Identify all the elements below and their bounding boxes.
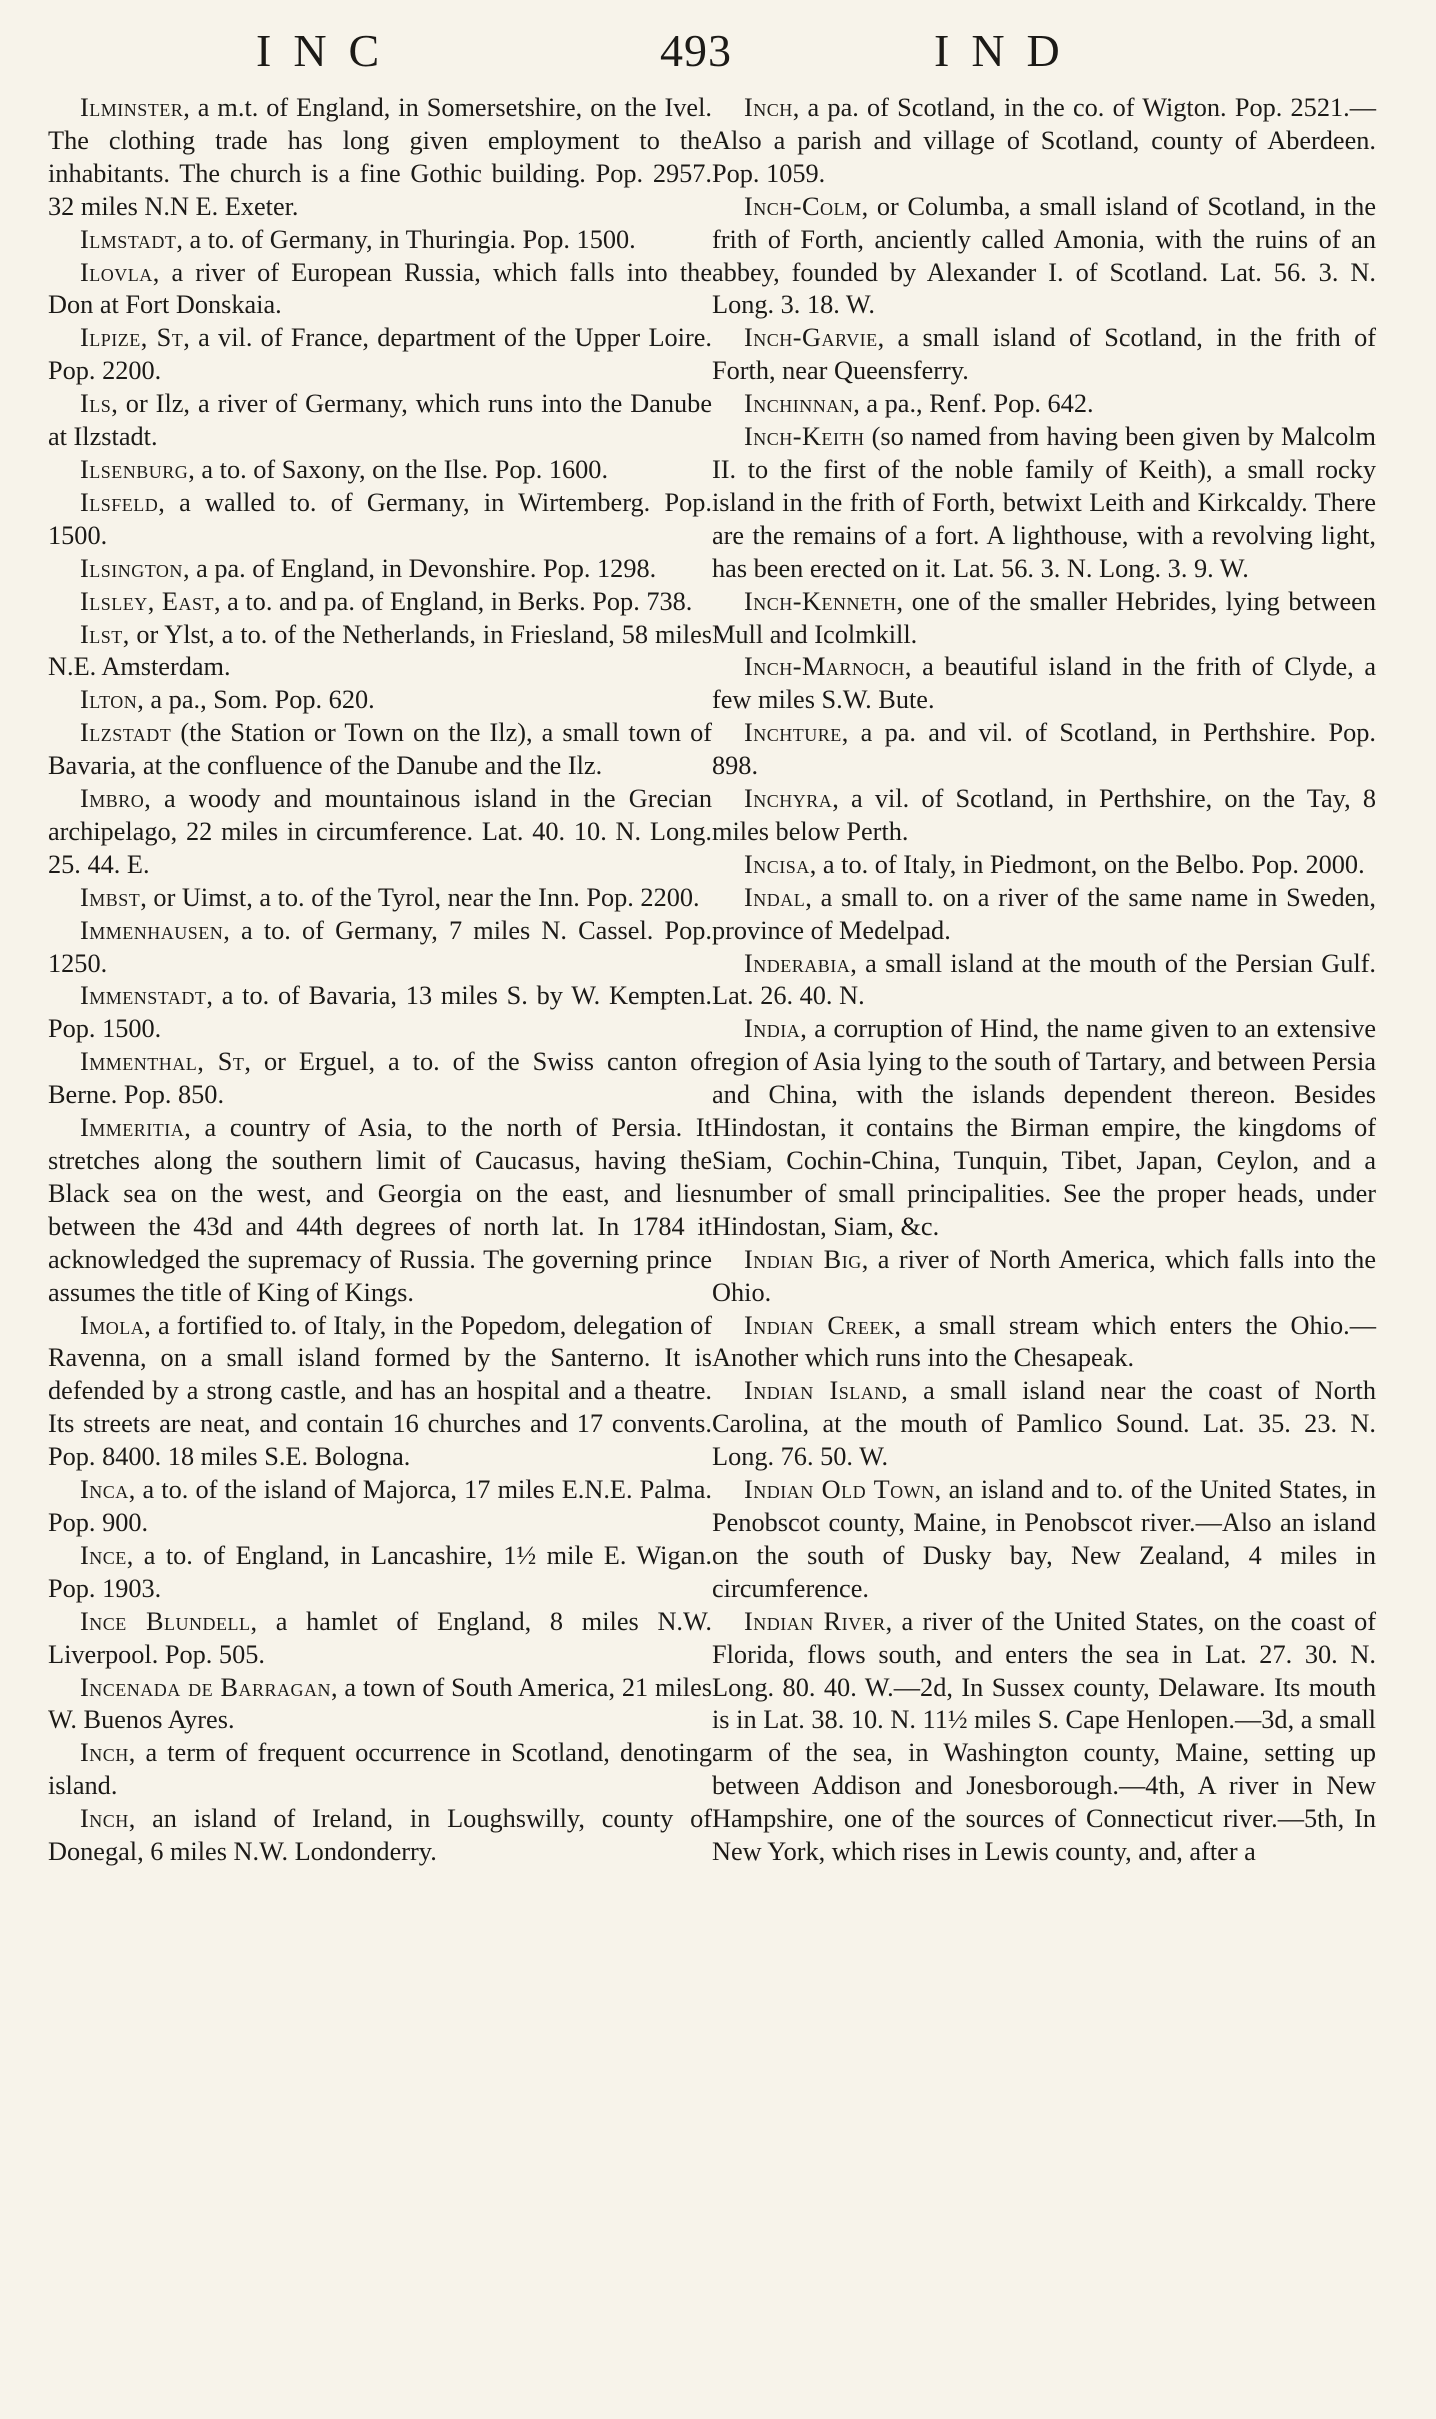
entry-text: , a pa. of Scotland, in the co. of Wigton. Pop. 2521.—Also a parish and village of Scotland, county of Aberdeen. Pop. 1059. xyxy=(712,93,1376,188)
gazetteer-entry xyxy=(712,1310,1376,1376)
entry-headword: Imbro xyxy=(80,784,145,814)
entry-text: , a beautiful island in the frith of Clyde, a few miles S.W. Bute. xyxy=(712,652,1376,715)
gazetteer-entry xyxy=(48,882,712,915)
entry-headword: Inch xyxy=(744,93,793,122)
entry-text: , a pa., Som. Pop. 620. xyxy=(137,685,375,715)
gazetteer-entry xyxy=(712,322,1376,388)
gazetteer-entry xyxy=(48,322,712,388)
gazetteer-entry xyxy=(712,1375,1376,1474)
gazetteer-entry xyxy=(48,92,712,224)
entry-headword: Incenada de Barragan xyxy=(80,1672,331,1702)
entry-headword: India xyxy=(744,1014,801,1044)
gazetteer-entry xyxy=(48,717,712,783)
entry-headword: Indal xyxy=(744,882,806,912)
gazetteer-entry xyxy=(712,948,1376,1014)
entry-text: (the Station or Town on the Ilz), a small town of Bavaria, at the confluence of the Danube and the Ilz. xyxy=(48,718,712,781)
entry-text: , a woody and mountainous island in the Grecian archipelago, 22 miles in circumference. Lat. 40. 10. N. Long. 25. 44. E. xyxy=(48,784,712,879)
entry-headword: Inch xyxy=(80,1738,129,1768)
entry-text: , or Uimst, a to. of the Tyrol, near the Inn. Pop. 2200. xyxy=(140,882,700,912)
entry-headword: Inch-Kenneth xyxy=(744,586,897,616)
entry-headword: Inderabia xyxy=(744,948,851,978)
entry-text: , a country of Asia, to the north of Persia. It stretches along the southern limit of Caucasus, having the Black sea on the west, and Georgia on the east, and lies between the 43d and 44th degrees of north lat. In 1784 it acknowledged the supremacy of Russia. The governing prince assumes the title of King of Kings. xyxy=(48,1113,712,1307)
left-column xyxy=(48,92,712,1869)
right-column xyxy=(712,92,1376,1869)
entry-headword: Ilsington xyxy=(80,553,183,583)
gazetteer-entry xyxy=(48,1737,712,1803)
gazetteer-entry xyxy=(712,92,1376,191)
gazetteer-entry xyxy=(712,882,1376,948)
entry-headword: Ilsfeld xyxy=(80,487,159,517)
entry-headword: Indian River xyxy=(744,1606,886,1636)
entry-text: (so named from having been given by Malcolm II. to the first of the noble family of Keith), a small rocky island in the frith of Forth, betwixt Leith and Kirkcaldy. There are the remains of a fort. A lighthouse, with a revolving light, has been erected on it. Lat. 56. 3. N. Long. 3. 9. W. xyxy=(712,422,1376,583)
gazetteer-entry xyxy=(712,1606,1376,1869)
entry-headword: Ilton xyxy=(80,685,138,715)
entry-headword: Inch-Marnoch xyxy=(744,652,905,682)
gazetteer-entry xyxy=(48,553,712,586)
running-header xyxy=(0,25,1436,92)
entry-text: , an island and to. of the United States, in Penobscot county, Maine, in Penobscot river.—Also an island on the south of Dusky bay, New Zealand, 4 miles in circumference. xyxy=(712,1475,1376,1603)
entry-text: , a to. of Bavaria, 13 miles S. by W. Kempten. Pop. 1500. xyxy=(48,981,712,1044)
entry-text: , a term of frequent occurrence in Scotland, denoting island. xyxy=(48,1738,712,1801)
entry-headword: Inchture xyxy=(744,718,842,748)
header-right-catchword: IND xyxy=(934,25,1082,76)
entry-headword: Incisa xyxy=(744,849,810,879)
entry-text: , a small to. on a river of the same name in Sweden, province of Medelpad. xyxy=(712,882,1376,945)
gazetteer-entry xyxy=(48,1803,712,1869)
gazetteer-entry xyxy=(712,1013,1376,1243)
entry-headword: Inca xyxy=(80,1475,129,1505)
gazetteer-entry xyxy=(48,980,712,1046)
entry-headword: Ilsley, East xyxy=(80,586,214,616)
entry-headword: Inchinnan xyxy=(744,389,854,419)
entry-text: , a hamlet of England, 8 miles N.W. Liverpool. Pop. 505. xyxy=(48,1606,712,1669)
gazetteer-entry xyxy=(48,454,712,487)
gazetteer-entry xyxy=(48,915,712,981)
gazetteer-entry xyxy=(48,487,712,553)
entry-text: , a m.t. of England, in Somersetshire, on the Ivel. The clothing trade has long given employment to the inhabitants. The church is a fine Gothic building. Pop. 2957. 32 miles N.N E. Exeter. xyxy=(48,93,712,221)
entry-text: , a small island at the mouth of the Persian Gulf. Lat. 26. 40. N. xyxy=(712,948,1376,1011)
gazetteer-entry xyxy=(48,1606,712,1672)
gazetteer-entry xyxy=(48,1046,712,1112)
entry-headword: Imbst xyxy=(80,882,141,912)
entry-text: , an island of Ireland, in Loughswilly, county of Donegal, 6 miles N.W. Londonderry. xyxy=(48,1804,712,1867)
entry-text: , a small island near the coast of North Carolina, at the mouth of Pamlico Sound. Lat. 35. 23. N. Long. 76. 50. W. xyxy=(712,1376,1376,1472)
entry-text: , a corruption of Hind, the name given to an extensive region of Asia lying to the south of Tartary, and between Persia and China, with the islands dependent thereon. Besides Hindostan, it contains the Birman empire, the kingdoms of Siam, Cochin-China, Tunquin, Tibet, Japan, Ceylon, and a number of small principalities. See the proper heads, under Hindostan, Siam, &c. xyxy=(712,1014,1376,1241)
entry-headword: Indian Old Town xyxy=(744,1475,935,1505)
entry-text: , a vil. of Scotland, in Perthshire, on the Tay, 8 miles below Perth. xyxy=(712,784,1376,846)
entry-headword: Ince xyxy=(80,1540,127,1570)
gazetteer-entry xyxy=(712,849,1376,882)
gazetteer-entry xyxy=(712,1244,1376,1310)
entry-text: , a river of the United States, on the coast of Florida, flows south, and enters the sea in Lat. 27. 30. N. Long. 80. 40. W.—2d, In Sussex county, Delaware. Its mouth is in Lat. 38. 10. N. 11½ miles S. Cape Henlopen.—3d, a small arm of the sea, in Washington county, Maine, setting up between Addison and Jonesborough.—4th, A river in New Hampshire, one of the sources of Connecticut river.—5th, In New York, which rises in Lewis county, and, after a xyxy=(712,1606,1377,1867)
entry-headword: Ilsenburg xyxy=(80,454,189,484)
header-left-catchword: INC xyxy=(256,25,402,76)
gazetteer-entry xyxy=(712,783,1376,849)
entry-text: , a to. of Italy, in Piedmont, on the Belbo. Pop. 2000. xyxy=(809,849,1365,879)
gazetteer-entry xyxy=(48,388,712,454)
entry-text: , a river of North America, which falls into the Ohio. xyxy=(712,1244,1376,1307)
entry-text: , or Ylst, a to. of the Netherlands, in Friesland, 58 miles N.E. Amsterdam. xyxy=(48,619,712,682)
entry-headword: Indian Island xyxy=(744,1376,902,1406)
gazetteer-entry xyxy=(712,421,1376,586)
gazetteer-entry xyxy=(712,717,1376,783)
entry-text: , or Ilz, a river of Germany, which runs into the Danube at Ilzstadt. xyxy=(48,389,712,452)
entry-text: , a to. of England, in Lancashire, 1½ mile E. Wigan. Pop. 1903. xyxy=(48,1540,712,1603)
entry-text: , a to. of Germany, 7 miles N. Cassel. Pop. 1250. xyxy=(48,915,712,978)
entry-text: , a pa. of England, in Devonshire. Pop. 1298. xyxy=(182,553,657,583)
entry-headword: Ilpize, St xyxy=(80,323,184,353)
gazetteer-entry xyxy=(712,1474,1376,1606)
entry-headword: Ilmstadt xyxy=(80,224,177,254)
entry-text: , a fortified to. of Italy, in the Popedom, delegation of Ravenna, on a small island formed by the Santerno. It is defended by a strong castle, and has an hospital and a theatre. Its streets are neat, and contain 16 churches and 17 convents. Pop. 8400. 18 miles S.E. Bologna. xyxy=(48,1310,712,1472)
gazetteer-entry xyxy=(48,586,712,619)
entry-headword: Inch-Keith xyxy=(744,422,865,452)
gazetteer-entry xyxy=(48,684,712,717)
gazetteer-entry xyxy=(48,1672,712,1738)
entry-headword: Immenthal, St xyxy=(80,1047,245,1077)
entry-text: , a small island of Scotland, in the frith of Forth, near Queensferry. xyxy=(712,323,1376,386)
entry-text: , a to. of the island of Majorca, 17 miles E.N.E. Palma. Pop. 900. xyxy=(48,1475,712,1537)
gazetteer-entry xyxy=(48,1540,712,1606)
entry-text: , a pa. and vil. of Scotland, in Perthshire. Pop. 898. xyxy=(712,718,1376,781)
gazetteer-entry xyxy=(48,619,712,685)
entry-headword: Ils xyxy=(80,389,112,419)
entry-text: , a pa., Renf. Pop. 642. xyxy=(853,389,1094,419)
gazetteer-entry xyxy=(48,783,712,882)
entry-headword: Inch xyxy=(80,1804,129,1834)
gazetteer-entry xyxy=(712,191,1376,323)
entry-headword: Ilzstadt xyxy=(80,718,172,748)
gazetteer-entry xyxy=(712,651,1376,717)
entry-text: , or Erguel, a to. of the Swiss canton of Berne. Pop. 850. xyxy=(48,1047,712,1110)
gazetteer-entry xyxy=(48,1112,712,1309)
entry-headword: Ince Blundell xyxy=(80,1606,251,1636)
entry-text: , a vil. of France, department of the Upper Loire. Pop. 2200. xyxy=(48,323,712,386)
entry-text: , or Columba, a small island of Scotland, in the frith of Forth, anciently called Amonia, with the ruins of an abbey, founded by Alexander I. of Scotland. Lat. 56. 3. N. Long. 3. 18. W. xyxy=(712,191,1376,320)
entry-text: , a walled to. of Germany, in Wirtemberg. Pop. 1500. xyxy=(48,487,712,550)
entry-headword: Immenhausen xyxy=(80,915,224,945)
entry-headword: Inch-Garvie xyxy=(744,323,878,353)
entry-headword: Ilminster xyxy=(80,93,184,122)
entry-headword: Ilovla xyxy=(80,257,153,287)
entry-text: , a town of South America, 21 miles W. Buenos Ayres. xyxy=(48,1672,712,1735)
page-number: 493 xyxy=(660,25,732,76)
entry-text: , a to. and pa. of England, in Berks. Pop. 738. xyxy=(213,586,693,616)
gazetteer-entry xyxy=(712,586,1376,652)
entry-headword: Immenstadt xyxy=(80,981,207,1011)
entry-text: , a to. of Saxony, on the Ilse. Pop. 1600. xyxy=(188,454,609,484)
entry-text: , a to. of Germany, in Thuringia. Pop. 1500. xyxy=(176,224,636,254)
gazetteer-entry xyxy=(48,257,712,323)
entry-headword: Imola xyxy=(80,1310,145,1340)
gazetteer-entry xyxy=(712,388,1376,421)
entry-headword: Indian Creek xyxy=(744,1310,895,1340)
gazetteer-entry xyxy=(48,1474,712,1540)
entry-headword: Inchyra xyxy=(744,784,833,814)
gazetteer-entry xyxy=(48,224,712,257)
entry-headword: Ilst xyxy=(80,619,123,649)
entry-text: , a river of European Russia, which falls into the Don at Fort Donskaia. xyxy=(48,257,712,320)
entry-headword: Inch-Colm xyxy=(744,191,862,221)
entry-text: , one of the smaller Hebrides, lying between Mull and Icolmkill. xyxy=(712,586,1376,649)
entry-headword: Immeritia xyxy=(80,1113,185,1143)
entry-text: , a small stream which enters the Ohio.—Another which runs into the Chesapeak. xyxy=(712,1310,1377,1373)
gazetteer-entry xyxy=(48,1310,712,1475)
entry-headword: Indian Big xyxy=(744,1244,862,1274)
